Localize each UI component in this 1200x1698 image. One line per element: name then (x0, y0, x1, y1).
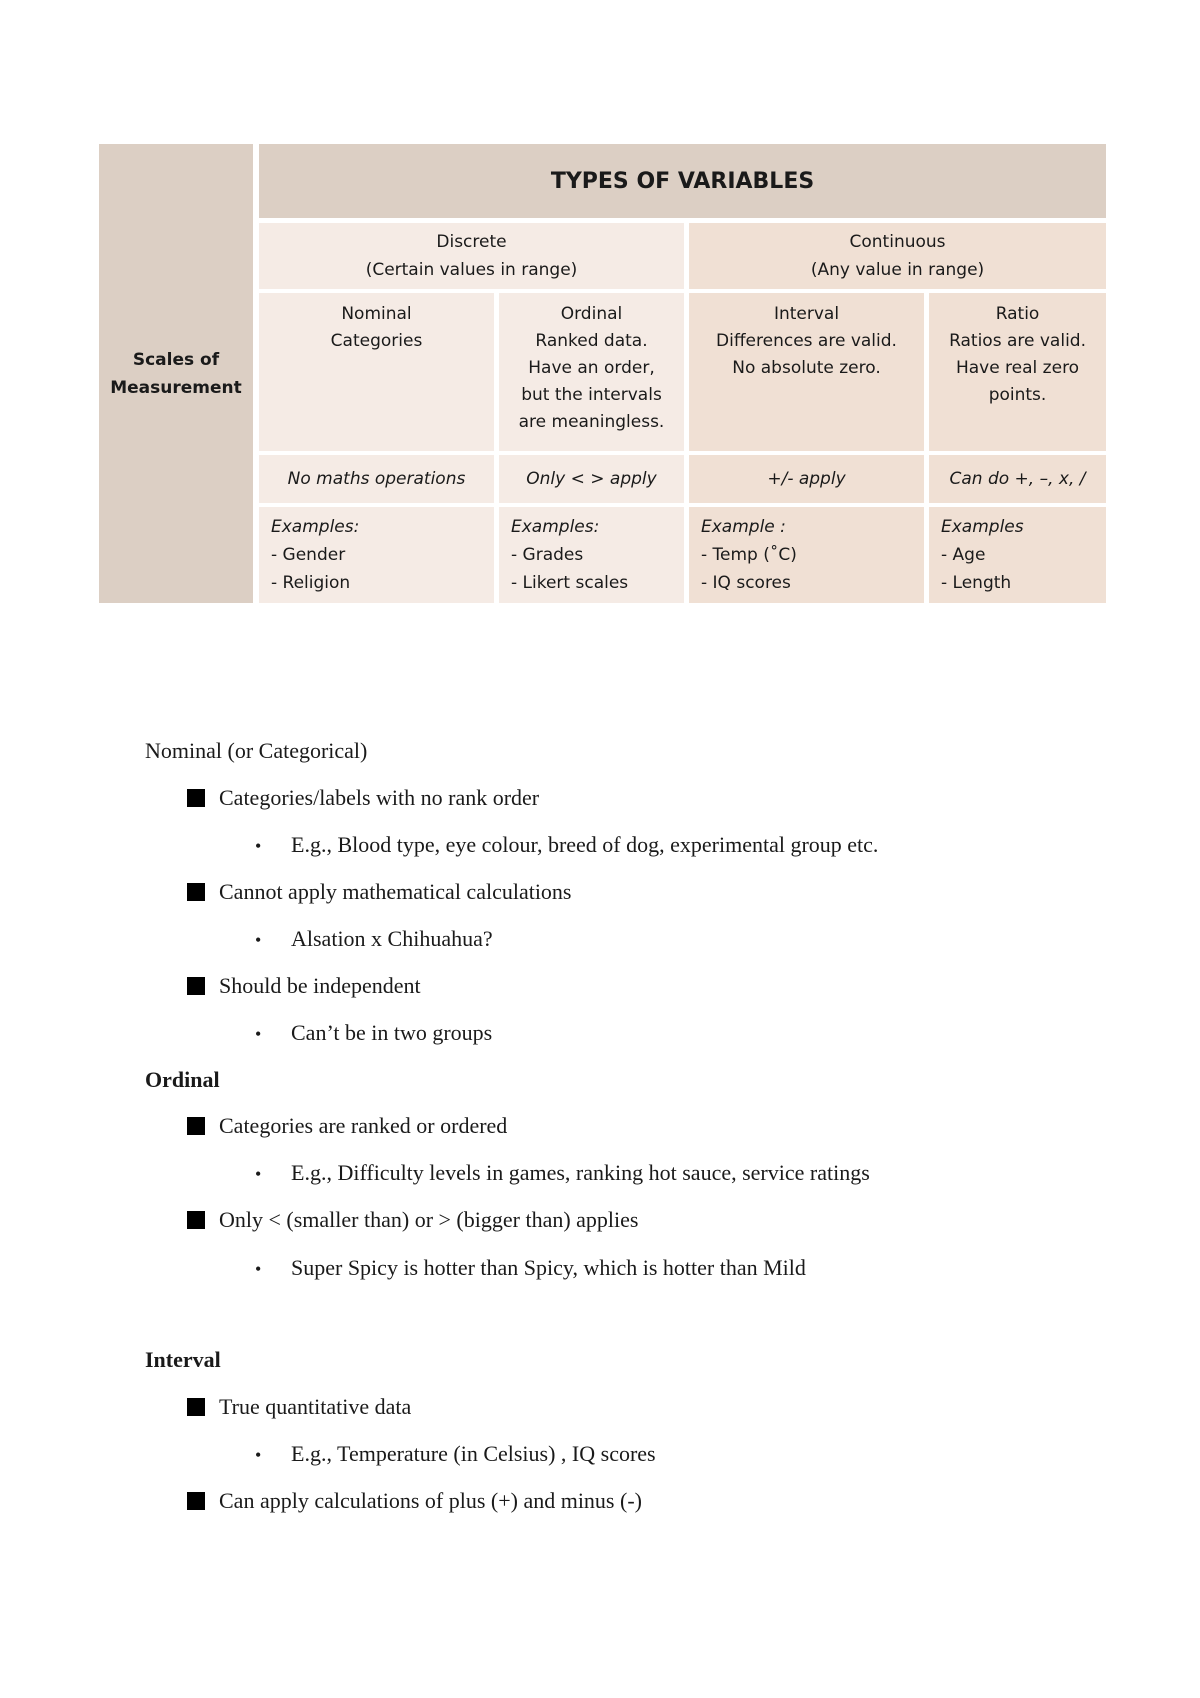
interval-bullet-2 (187, 1488, 642, 1514)
interval-desc-2: No absolute zero. (732, 358, 881, 378)
examples-ratio-1: - Age (941, 545, 986, 565)
examples-ordinal-1: - Grades (511, 545, 584, 565)
bullet-text: Categories are ranked or ordered (219, 1113, 508, 1138)
sub-bullet-text: Super Spicy is hotter than Spicy, which is hotter than Mild (291, 1255, 806, 1280)
square-bullet-icon (187, 883, 205, 901)
bullet-text: Only < (smaller than) or > (bigger than) applies (219, 1207, 639, 1232)
dot-bullet-icon: • (255, 836, 262, 856)
ratio-desc-3: points. (988, 385, 1047, 405)
ops-ordinal: Only < > apply (499, 455, 689, 507)
examples-interval-head: Example : (701, 517, 786, 537)
nominal-desc: Categories (330, 331, 423, 351)
discrete-desc: (Certain values in range) (365, 260, 578, 280)
ordinal-desc-2: Have an order, (528, 358, 655, 378)
nominal-sub-bullet-2 (255, 926, 493, 952)
interval-sub-bullet-1 (255, 1441, 656, 1467)
continuous-header (689, 223, 1106, 293)
square-bullet-icon (187, 1211, 205, 1229)
ops-nominal: No maths operations (259, 455, 499, 507)
interval-heading: Interval (145, 1347, 221, 1372)
interval-cell (689, 293, 929, 455)
ratio-desc-2: Have real zero (955, 358, 1080, 378)
examples-ratio-head: Examples (941, 517, 1024, 537)
ratio-cell (929, 293, 1106, 455)
interval-label: Interval (773, 304, 840, 324)
scales-label-line1: Scales of (132, 349, 220, 370)
ops-ratio: Can do +, –, x, / (929, 455, 1106, 507)
examples-nominal-1: - Gender (271, 545, 346, 565)
bullet-text: Categories/labels with no rank order (219, 785, 540, 810)
sub-bullet-text: E.g., Difficulty levels in games, ranking hot sauce, service ratings (291, 1160, 870, 1185)
dot-bullet-icon: • (255, 930, 262, 950)
examples-ratio-2: - Length (941, 573, 1012, 593)
discrete-header (259, 223, 689, 293)
ordinal-sub-bullet-2 (255, 1255, 806, 1281)
dot-bullet-icon: • (255, 1164, 262, 1184)
sub-bullet-text: Alsation x Chihuahua? (291, 926, 493, 951)
examples-nominal-2: - Religion (271, 573, 351, 593)
table-title: TYPES OF VARIABLES (259, 144, 1106, 223)
nominal-heading: Nominal (or Categorical) (145, 738, 368, 763)
nominal-sub-bullet-1 (255, 832, 878, 858)
square-bullet-icon (187, 1398, 205, 1416)
examples-nominal (259, 507, 499, 603)
nominal-label: Nominal (341, 304, 412, 324)
nominal-cell (259, 293, 499, 455)
bullet-text: Cannot apply mathematical calculations (219, 879, 572, 904)
examples-interval-2: - IQ scores (701, 573, 791, 593)
bullet-text: Can apply calculations of plus (+) and minus (-) (219, 1488, 642, 1513)
nominal-bullet-2 (187, 879, 572, 905)
examples-ratio (929, 507, 1106, 603)
square-bullet-icon (187, 1492, 205, 1510)
ordinal-desc-4: are meaningless. (518, 412, 665, 432)
ratio-label: Ratio (995, 304, 1040, 324)
interval-bullet-1 (187, 1394, 411, 1420)
sub-bullet-text: E.g., Blood type, eye colour, breed of dog, experimental group etc. (291, 832, 879, 857)
ordinal-bullet-1 (187, 1113, 507, 1139)
examples-interval (689, 507, 929, 603)
ratio-desc-1: Ratios are valid. (949, 331, 1086, 351)
nominal-sub-bullet-3 (255, 1020, 492, 1046)
sub-bullet-text: Can’t be in two groups (291, 1020, 493, 1045)
examples-interval-1: - Temp (˚C) (701, 545, 797, 565)
square-bullet-icon (187, 789, 205, 807)
scales-label-line2: Measurement (110, 377, 242, 398)
continuous-desc: (Any value in range) (810, 260, 985, 280)
variables-table (99, 144, 1106, 603)
ordinal-label: Ordinal (560, 304, 623, 324)
ordinal-sub-bullet-1 (255, 1160, 870, 1186)
types-of-variables-table (99, 144, 1106, 598)
dot-bullet-icon: • (255, 1024, 262, 1044)
ordinal-heading: Ordinal (145, 1067, 220, 1092)
dot-bullet-icon: • (255, 1445, 262, 1465)
ordinal-desc-1: Ranked data. (535, 331, 648, 351)
ordinal-desc-3: but the intervals (521, 385, 662, 405)
bullet-text: True quantitative data (219, 1394, 412, 1419)
dot-bullet-icon: • (255, 1259, 262, 1279)
scales-of-measurement-cell (99, 144, 259, 603)
ordinal-cell (499, 293, 689, 455)
examples-nominal-head: Examples: (271, 517, 360, 537)
examples-ordinal (499, 507, 689, 603)
nominal-bullet-3 (187, 973, 421, 999)
nominal-bullet-1 (187, 785, 539, 811)
ops-interval: +/- apply (689, 455, 929, 507)
interval-desc-1: Differences are valid. (716, 331, 897, 351)
ordinal-bullet-2 (187, 1207, 638, 1233)
square-bullet-icon (187, 1117, 205, 1135)
examples-ordinal-2: - Likert scales (511, 573, 629, 593)
square-bullet-icon (187, 977, 205, 995)
discrete-label: Discrete (436, 232, 507, 252)
continuous-label: Continuous (849, 232, 946, 252)
examples-ordinal-head: Examples: (511, 517, 600, 537)
sub-bullet-text: E.g., Temperature (in Celsius) , IQ scores (291, 1441, 656, 1466)
bullet-text: Should be independent (219, 973, 421, 998)
